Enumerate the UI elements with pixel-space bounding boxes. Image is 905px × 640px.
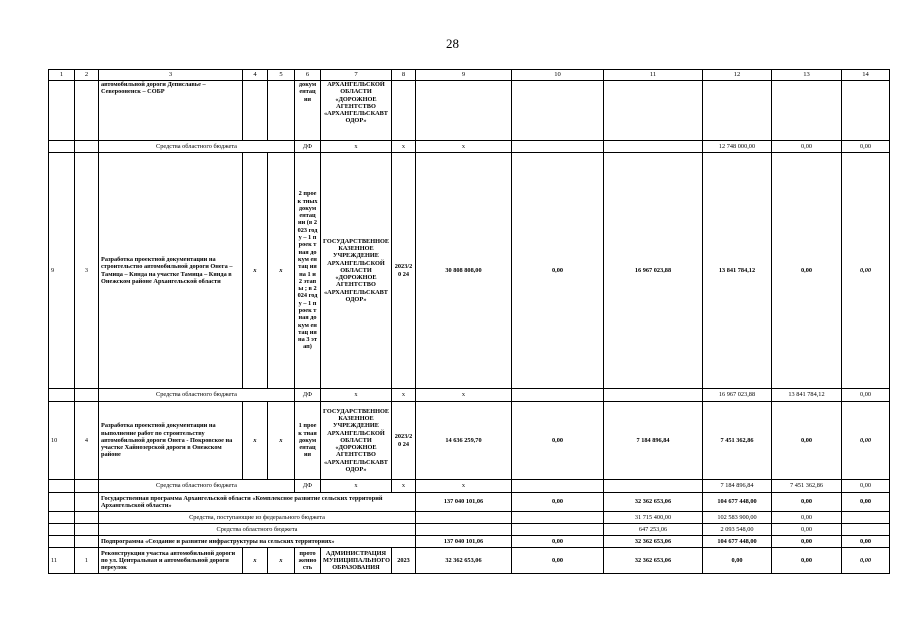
table-row <box>49 493 890 512</box>
fund-code: ДФ <box>295 480 321 493</box>
executor: АРХАНГЕЛЬСКОЙ ОБЛАСТИ «ДОРОЖНОЕ АГЕНТСТВО «АРХАНГЕЛЬСКАВТ ОДОР» <box>321 81 392 141</box>
amount-cell: 32 362 653,06 <box>604 493 703 512</box>
amount-cell: 0,00 <box>842 141 890 153</box>
column-number-row <box>49 70 890 81</box>
amount-cell: 7 451 362,86 <box>772 480 842 493</box>
years: 2023/20 24 <box>392 402 416 480</box>
cell-x: х <box>321 389 392 402</box>
table-row <box>49 402 890 480</box>
executor: ГОСУДАРСТВЕННОЕ КАЗЕННОЕ УЧРЕЖДЕНИЕ АРХАНГЕЛЬСКОЙ ОБЛАСТИ «ДОРОЖНОЕ АГЕНТСТВО «АРХАНГЕЛЬСКАВТ ОДОР» <box>321 153 392 389</box>
funding-source: Средства областного бюджета <box>99 141 295 153</box>
column-number: 7 <box>321 70 392 81</box>
cell-x: х <box>268 402 295 480</box>
item-name: Реконструкция участка автомобильной дороги по ул. Центральная и автомобильной дороги переулок <box>99 548 243 574</box>
amount-cell: 32 362 653,06 <box>604 536 703 548</box>
amount-cell: 647 253,06 <box>604 524 703 536</box>
column-number: 14 <box>842 70 890 81</box>
page-number: 28 <box>446 36 459 51</box>
cell-x: х <box>243 548 268 574</box>
amount-cell: 137 040 101,06 <box>416 536 512 548</box>
column-number: 10 <box>512 70 604 81</box>
table-row <box>49 536 890 548</box>
table-row <box>49 81 890 141</box>
cell-x: х <box>243 153 268 389</box>
amount-cell: 104 677 448,00 <box>703 536 772 548</box>
column-number: 9 <box>416 70 512 81</box>
funding-source: Средства областного бюджета <box>99 524 416 536</box>
amount-cell: 104 677 448,00 <box>703 493 772 512</box>
row-subnumber: 1 <box>75 548 99 574</box>
amount-cell: 31 715 400,00 <box>604 512 703 524</box>
amount-cell: 0,00 <box>772 512 842 524</box>
column-number: 11 <box>604 70 703 81</box>
result-doc: докум ентац ия <box>295 81 321 141</box>
result-doc: 1 проек тная докум ентац ия <box>295 402 321 480</box>
fund-code: ДФ <box>295 389 321 402</box>
amount-cell: 0,00 <box>772 524 842 536</box>
result-doc: прото женно сть <box>295 548 321 574</box>
amount-cell: 2 093 548,00 <box>703 524 772 536</box>
amount-cell: 0,00 <box>842 548 890 574</box>
item-name: автомобильной дороги Депиславье – Северооненск – СОБР <box>99 81 243 141</box>
amount-cell: 0,00 <box>842 493 890 512</box>
cell-x: х <box>321 480 392 493</box>
funding-source: Средства областного бюджета <box>99 389 295 402</box>
budget-table <box>48 69 890 574</box>
column-number: 8 <box>392 70 416 81</box>
table-row <box>49 548 890 574</box>
cell-x: х <box>392 141 416 153</box>
cell-x: х <box>416 480 512 493</box>
amount-cell: 0,00 <box>512 153 604 389</box>
cell-x: х <box>416 141 512 153</box>
amount-cell: 0,00 <box>703 548 772 574</box>
amount-cell: 7 184 896,84 <box>703 480 772 493</box>
amount-cell: 13 841 784,12 <box>703 153 772 389</box>
table-row <box>49 524 890 536</box>
amount-cell: 0,00 <box>512 548 604 574</box>
subprogram-title: Подпрограмма «Создание и развитие инфраструктуры на сельских территориях» <box>99 536 416 548</box>
cell-x: х <box>321 141 392 153</box>
amount-cell: 32 362 653,06 <box>604 548 703 574</box>
amount-cell: 137 040 101,06 <box>416 493 512 512</box>
row-subnumber: 3 <box>75 153 99 389</box>
amount-cell: 32 362 653,06 <box>416 548 512 574</box>
amount-cell: 0,00 <box>512 402 604 480</box>
amount-cell: 0,00 <box>772 548 842 574</box>
amount-cell: 0,00 <box>842 536 890 548</box>
amount-cell: 102 583 900,00 <box>703 512 772 524</box>
table-row <box>49 512 890 524</box>
column-number: 2 <box>75 70 99 81</box>
amount-cell: 0,00 <box>772 536 842 548</box>
column-number: 4 <box>243 70 268 81</box>
amount-cell: 7 184 896,84 <box>604 402 703 480</box>
amount-cell: 0,00 <box>772 493 842 512</box>
table-row <box>49 153 890 389</box>
column-number: 3 <box>99 70 243 81</box>
row-number: 10 <box>49 402 75 480</box>
amount-cell: 0,00 <box>772 141 842 153</box>
column-number: 13 <box>772 70 842 81</box>
fund-code: ДФ <box>295 141 321 153</box>
column-number: 12 <box>703 70 772 81</box>
cell-x: х <box>392 480 416 493</box>
funding-source: Средства областного бюджета <box>99 480 295 493</box>
amount-cell: 16 967 023,88 <box>604 153 703 389</box>
amount-cell: 0,00 <box>512 536 604 548</box>
row-subnumber: 4 <box>75 402 99 480</box>
amount-cell: 0,00 <box>842 480 890 493</box>
cell-x: х <box>268 548 295 574</box>
amount-cell: 0,00 <box>842 153 890 389</box>
row-number: 11 <box>49 548 75 574</box>
executor: ГОСУДАРСТВЕННОЕ КАЗЕННОЕ УЧРЕЖДЕНИЕ АРХАНГЕЛЬСКОЙ ОБЛАСТИ «ДОРОЖНОЕ АГЕНТСТВО «АРХАНГЕЛЬСКАВТ ОДОР» <box>321 402 392 480</box>
cell-x: х <box>416 389 512 402</box>
amount-cell: 13 841 784,12 <box>772 389 842 402</box>
amount-cell: 30 808 808,00 <box>416 153 512 389</box>
item-name: Разработка проектной документации на строительство автомобильной дороги Онега – Тамица – Кянда на участке Тамица – Кянда в Онежском районе Архангельской области <box>99 153 243 389</box>
amount-cell: 0,00 <box>772 153 842 389</box>
column-number: 1 <box>49 70 75 81</box>
amount-cell: 0,00 <box>772 402 842 480</box>
funding-source: Средства, поступающие из федерального бюджета <box>99 512 416 524</box>
column-number: 6 <box>295 70 321 81</box>
years: 2023 <box>392 548 416 574</box>
amount-cell: 0,00 <box>842 389 890 402</box>
amount-cell: 0,00 <box>512 493 604 512</box>
amount-cell: 0,00 <box>842 402 890 480</box>
cell-x: х <box>268 153 295 389</box>
years: 2023/20 24 <box>392 153 416 389</box>
table-row <box>49 389 890 402</box>
amount-cell: 16 967 023,88 <box>703 389 772 402</box>
program-title: Государственная программа Архангельской области «Комплексное развитие сельских территорий Архангельской области» <box>99 493 416 512</box>
column-number: 5 <box>268 70 295 81</box>
amount-cell: 14 636 259,70 <box>416 402 512 480</box>
result-doc: 2 проек тных докум ентац ии (в 2023 году – 1 проек тная докум ентац ия на 1 и 2 этапы ; в 2024 году – 1 проек тная докум ентац ия на 3 этап) <box>295 153 321 389</box>
amount-cell: 7 451 362,86 <box>703 402 772 480</box>
cell-x: х <box>243 402 268 480</box>
row-number: 9 <box>49 153 75 389</box>
table-row <box>49 480 890 493</box>
item-name: Разработка проектной документации на выполнение работ по строительству автомобильной дороги Онега - Покровское на участке Хайнозерской дороги в Онежском районе <box>99 402 243 480</box>
executor: АДМИНИСТРАЦИЯ МУНИЦИПАЛЬНОГО ОБРАЗОВАНИЯ <box>321 548 392 574</box>
table-row <box>49 141 890 153</box>
amount-cell: 12 748 000,00 <box>703 141 772 153</box>
cell-x: х <box>392 389 416 402</box>
